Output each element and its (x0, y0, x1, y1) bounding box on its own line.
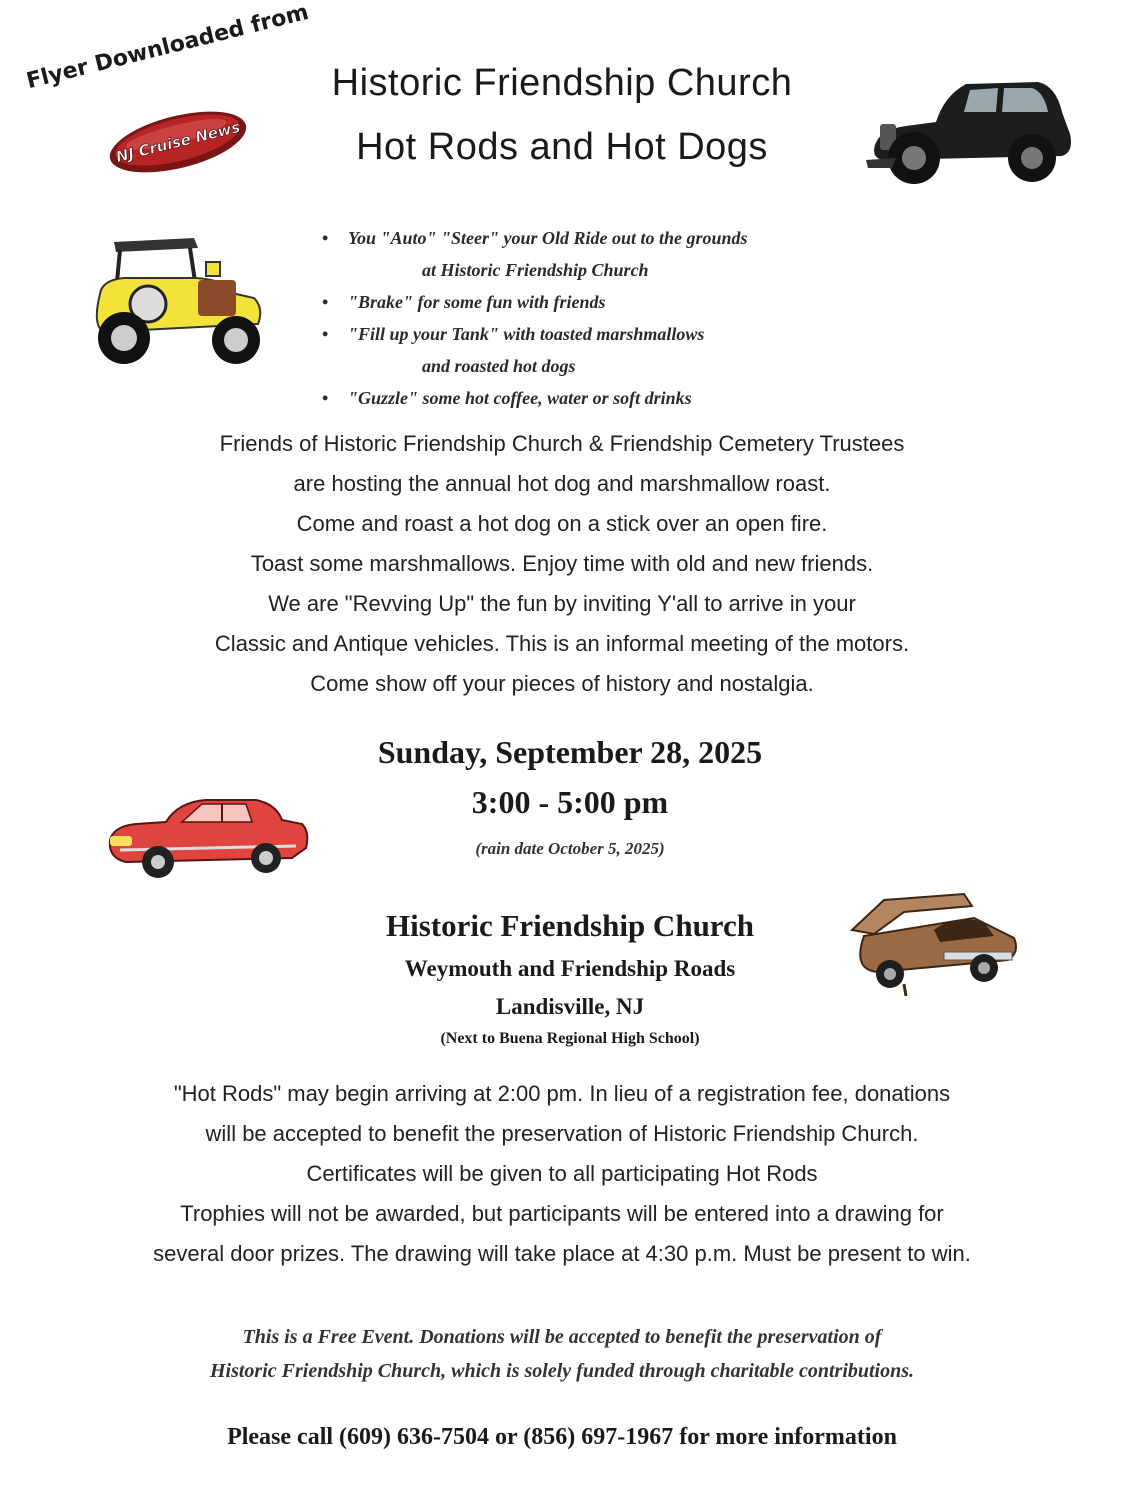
rain-date: (rain date October 5, 2025) (475, 839, 665, 858)
intro-line: Come and roast a hot dog on a stick over an open fire. (296, 511, 828, 536)
bronze-car-illustration (844, 890, 1022, 998)
bullet-dot: • (322, 228, 329, 248)
bullet-continuation: at Historic Friendship Church (422, 260, 649, 280)
details-line: Trophies will not be awarded, but participants will be entered into a drawing for (180, 1201, 944, 1226)
free-event-line: This is a Free Event. Donations will be accepted to benefit the preservation of (242, 1326, 882, 1348)
intro-line: Classic and Antique vehicles. This is an informal meeting of the motors. (214, 631, 910, 656)
details-line: several door prizes. The drawing will take place at 4:30 p.m. Must be present to win. (153, 1241, 971, 1266)
black-coupe-illustration (866, 72, 1078, 190)
location-note: (Next to Buena Regional High School) (440, 1030, 700, 1047)
free-event-line: Historic Friendship Church, which is solely funded through charitable contributions. (209, 1360, 915, 1382)
location-city: Landisville, NJ (495, 994, 645, 1019)
flyer-title-line1: Historic Friendship Church (331, 62, 793, 104)
intro-line: Friends of Historic Friendship Church & Friendship Cemetery Trustees (219, 431, 905, 456)
bullet-item: • "Guzzle" some hot coffee, water or soft drinks (318, 382, 878, 414)
details-line: will be accepted to benefit the preservation of Historic Friendship Church. (205, 1121, 919, 1146)
bullet-item: • You "Auto" "Steer" your Old Ride out to the grounds (318, 222, 878, 254)
details-line: "Hot Rods" may begin arriving at 2:00 pm. In lieu of a registration fee, donations (173, 1081, 951, 1106)
bullet-dot: • (322, 292, 329, 312)
flyer-title-line2: Hot Rods and Hot Dogs (356, 126, 768, 168)
bullet-list (318, 222, 878, 414)
bullet-dot: • (322, 388, 329, 408)
intro-line: Toast some marshmallows. Enjoy time with old and new friends. (250, 551, 874, 576)
event-time: 3:00 - 5:00 pm (471, 784, 669, 820)
red-car-illustration (106, 796, 310, 884)
bullet-dot: • (322, 324, 329, 344)
location-name: Historic Friendship Church (385, 908, 755, 943)
details-paragraph (0, 1074, 1124, 1274)
event-date: Sunday, September 28, 2025 (377, 734, 763, 770)
svg-text:NJ Cruise News: NJ Cruise News (114, 117, 242, 167)
yellow-roadster-illustration (86, 228, 268, 372)
intro-paragraph (0, 424, 1124, 704)
intro-line: We are "Revving Up" the fun by inviting Y'all to arrive in your (268, 591, 856, 616)
contact-info: Please call (609) 636-7504 or (856) 697-1967 for more information (227, 1424, 897, 1450)
bullet-item: • "Fill up your Tank" with toasted marshmallows (318, 318, 878, 350)
bullet-item: • "Brake" for some fun with friends (318, 286, 878, 318)
free-event-note (0, 1320, 1124, 1388)
intro-line: Come show off your pieces of history and nostalgia. (310, 671, 814, 696)
details-line: Certificates will be given to all participating Hot Rods (306, 1161, 818, 1186)
intro-line: are hosting the annual hot dog and marshmallow roast. (293, 471, 831, 496)
bullet-continuation: and roasted hot dogs (422, 356, 576, 376)
watermark-text: Flyer Downloaded from (24, 0, 312, 95)
location-roads: Weymouth and Friendship Roads (404, 956, 736, 981)
